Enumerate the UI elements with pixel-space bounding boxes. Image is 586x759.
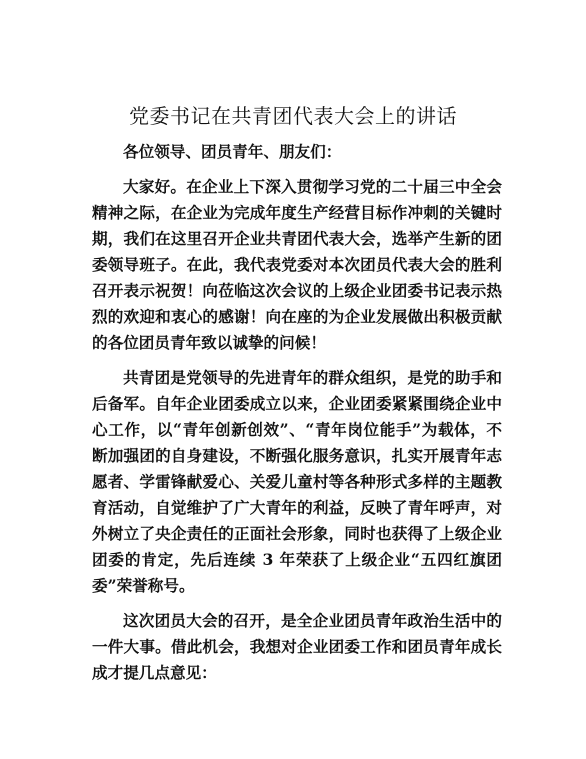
document-title: 党委书记在共青团代表大会上的讲话 (129, 104, 457, 128)
paragraph-2: 共青团是党领导的先进青年的群众组织，是党的助手和后备军。自年企业团委成立以来，企业团委紧紧围绕企业中心工作，以“青年创新创效”、“青年岗位能手”为载体，不断加强团的自身建设，不断强化服务意识，扎实开展青年志愿者、学雷锋献爱心、关爱儿童村等各种形式多样的主题教育活动，自觉维护了广大青年的利益，反映了青年呼声，对外树立了央企责任的正面社会形象，同时也获得了上级企业团委的肯定，先后连续 3 年荣获了上级企业“五四红旗团委”荣誉称号。 (92, 368, 502, 595)
salutation: 各位领导、团员青年、朋友们： (123, 142, 342, 161)
paragraph-1: 大家好。在企业上下深入贯彻学习党的二十届三中全会精神之际，在企业为完成年度生产经营目标作冲刺的关键时期，我们在这里召开企业共青团代表大会，选举产生新的团委领导班子。在此，我代表党委对本次团员代表大会的胜利召开表示祝贺！向莅临这次会议的上级企业团委书记表示热烈的欢迎和衷心的感谢！向在座的为企业发展做出积极贡献的各位团员青年致以诚挚的问候！ (92, 177, 502, 352)
paragraph-3: 这次团员大会的召开，是全企业团员青年政治生活中的一件大事。借此机会，我想对企业团委工作和团员青年成长成才提几点意见： (92, 611, 502, 682)
document-body (92, 139, 502, 695)
